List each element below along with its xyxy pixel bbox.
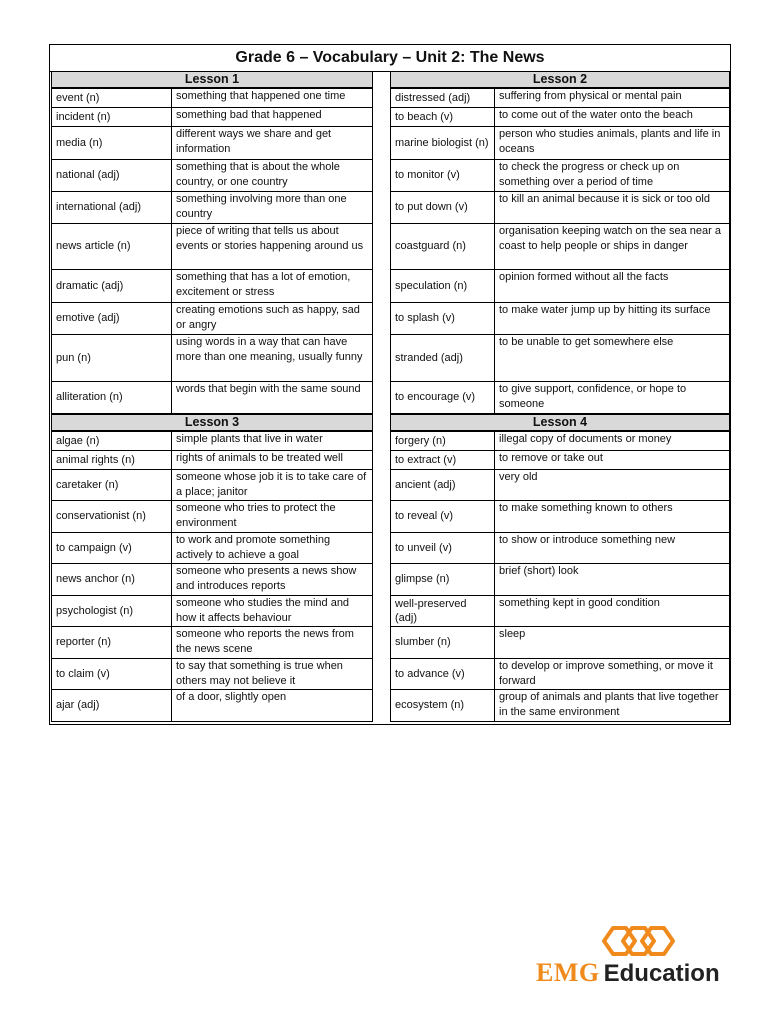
term-cell: dramatic (adj) — [52, 270, 172, 303]
term-cell: ajar (adj) — [52, 690, 172, 722]
definition-cell: to be unable to get somewhere else — [495, 335, 730, 382]
definition-cell: very old — [495, 470, 730, 501]
table-row — [391, 303, 730, 335]
table-row — [52, 659, 373, 690]
definition-cell: brief (short) look — [495, 564, 730, 596]
term-cell: news article (n) — [52, 224, 172, 270]
definition-cell: to check the progress or check up on something over a period of time — [495, 160, 730, 192]
table-row — [52, 501, 373, 533]
table-row — [391, 335, 730, 382]
table-row — [391, 470, 730, 501]
term-cell: distressed (adj) — [391, 89, 495, 108]
table-row — [391, 382, 730, 414]
term-cell: to reveal (v) — [391, 501, 495, 533]
table-row — [52, 627, 373, 659]
term-cell: national (adj) — [52, 160, 172, 192]
table-row — [52, 564, 373, 596]
definition-cell: simple plants that live in water — [172, 432, 373, 451]
table-row — [391, 533, 730, 564]
term-cell: to splash (v) — [391, 303, 495, 335]
definition-cell: creating emotions such as happy, sad or angry — [172, 303, 373, 335]
table-row — [391, 270, 730, 303]
table-row — [391, 627, 730, 659]
definition-cell: to work and promote something actively to achieve a goal — [172, 533, 373, 564]
table-row — [52, 335, 373, 382]
table-row — [52, 432, 373, 451]
lesson-3-section — [51, 414, 373, 722]
lesson-1-section — [51, 71, 373, 414]
definition-cell: suffering from physical or mental pain — [495, 89, 730, 108]
term-cell: media (n) — [52, 127, 172, 160]
term-cell: psychologist (n) — [52, 596, 172, 627]
term-cell: reporter (n) — [52, 627, 172, 659]
table-row — [391, 432, 730, 451]
lesson-2-section — [390, 71, 730, 414]
table-row — [52, 451, 373, 470]
term-cell: coastguard (n) — [391, 224, 495, 270]
definition-cell: group of animals and plants that live together in the same environment — [495, 690, 730, 722]
left-column — [51, 71, 373, 724]
definition-cell: opinion formed without all the facts — [495, 270, 730, 303]
definition-cell: someone who studies the mind and how it affects behaviour — [172, 596, 373, 627]
vocabulary-table — [390, 431, 730, 722]
table-row — [52, 127, 373, 160]
definition-cell: different ways we share and get information — [172, 127, 373, 160]
definition-cell: something kept in good condition — [495, 596, 730, 627]
term-cell: speculation (n) — [391, 270, 495, 303]
table-row — [391, 127, 730, 160]
definition-cell: something involving more than one country — [172, 192, 373, 224]
definition-cell: something that is about the whole country, or one country — [172, 160, 373, 192]
definition-cell: someone whose job it is to take care of a place; janitor — [172, 470, 373, 501]
table-row — [391, 451, 730, 470]
table-row — [391, 160, 730, 192]
table-row — [391, 501, 730, 533]
term-cell: pun (n) — [52, 335, 172, 382]
definition-cell: to give support, confidence, or hope to someone — [495, 382, 730, 414]
definition-cell: to say that something is true when others may not believe it — [172, 659, 373, 690]
definition-cell: to kill an animal because it is sick or too old — [495, 192, 730, 224]
vocabulary-table — [51, 88, 373, 414]
term-cell: slumber (n) — [391, 627, 495, 659]
lessons-grid — [50, 71, 730, 724]
brand-name — [536, 958, 720, 988]
vocabulary-table — [390, 88, 730, 414]
term-cell: animal rights (n) — [52, 451, 172, 470]
term-cell: to claim (v) — [52, 659, 172, 690]
term-cell: international (adj) — [52, 192, 172, 224]
definition-cell: rights of animals to be treated well — [172, 451, 373, 470]
definition-cell: to develop or improve something, or move it forward — [495, 659, 730, 690]
lesson-heading: Lesson 3 — [51, 414, 373, 431]
table-row — [52, 303, 373, 335]
definition-cell: something that happened one time — [172, 89, 373, 108]
table-row — [52, 224, 373, 270]
definition-cell: organisation keeping watch on the sea near a coast to help people or ships in danger — [495, 224, 730, 270]
table-row — [391, 690, 730, 722]
term-cell: to beach (v) — [391, 108, 495, 127]
term-cell: to unveil (v) — [391, 533, 495, 564]
term-cell: to extract (v) — [391, 451, 495, 470]
definition-cell: someone who presents a news show and introduces reports — [172, 564, 373, 596]
emg-education-logo — [536, 924, 736, 988]
table-row — [52, 470, 373, 501]
vocabulary-table — [51, 431, 373, 722]
table-row — [52, 108, 373, 127]
table-row — [52, 270, 373, 303]
brand-emg: EMG — [536, 958, 600, 987]
term-cell: to campaign (v) — [52, 533, 172, 564]
lesson-4-section — [390, 414, 730, 722]
definition-cell: to make something known to others — [495, 501, 730, 533]
definition-cell: sleep — [495, 627, 730, 659]
term-cell: to monitor (v) — [391, 160, 495, 192]
table-row — [52, 382, 373, 414]
definition-cell: illegal copy of documents or money — [495, 432, 730, 451]
term-cell: news anchor (n) — [52, 564, 172, 596]
table-row — [52, 690, 373, 722]
term-cell: incident (n) — [52, 108, 172, 127]
table-row — [391, 192, 730, 224]
definition-cell: words that begin with the same sound — [172, 382, 373, 414]
table-row — [391, 596, 730, 627]
table-row — [391, 89, 730, 108]
lesson-heading: Lesson 2 — [390, 71, 730, 88]
definition-cell: to remove or take out — [495, 451, 730, 470]
definition-cell: using words in a way that can have more than one meaning, usually funny — [172, 335, 373, 382]
definition-cell: piece of writing that tells us about events or stories happening around us — [172, 224, 373, 270]
term-cell: ecosystem (n) — [391, 690, 495, 722]
right-column — [390, 71, 730, 724]
term-cell: forgery (n) — [391, 432, 495, 451]
term-cell: conservationist (n) — [52, 501, 172, 533]
term-cell: to put down (v) — [391, 192, 495, 224]
table-row — [52, 89, 373, 108]
table-row — [52, 160, 373, 192]
term-cell: event (n) — [52, 89, 172, 108]
table-row — [52, 192, 373, 224]
definition-cell: to come out of the water onto the beach — [495, 108, 730, 127]
term-cell: emotive (adj) — [52, 303, 172, 335]
table-row — [52, 596, 373, 627]
definition-cell: to make water jump up by hitting its surface — [495, 303, 730, 335]
table-row — [391, 224, 730, 270]
table-row — [391, 659, 730, 690]
term-cell: stranded (adj) — [391, 335, 495, 382]
term-cell: well-preserved (adj) — [391, 596, 495, 627]
term-cell: caretaker (n) — [52, 470, 172, 501]
definition-cell: to show or introduce something new — [495, 533, 730, 564]
chain-link-icon — [600, 924, 676, 958]
term-cell: to encourage (v) — [391, 382, 495, 414]
term-cell: ancient (adj) — [391, 470, 495, 501]
definition-cell: someone who tries to protect the environment — [172, 501, 373, 533]
page-title: Grade 6 – Vocabulary – Unit 2: The News — [50, 45, 730, 72]
vocabulary-sheet — [49, 44, 731, 725]
definition-cell: of a door, slightly open — [172, 690, 373, 722]
term-cell: algae (n) — [52, 432, 172, 451]
lesson-heading: Lesson 1 — [51, 71, 373, 88]
term-cell: to advance (v) — [391, 659, 495, 690]
definition-cell: someone who reports the news from the news scene — [172, 627, 373, 659]
lesson-heading: Lesson 4 — [390, 414, 730, 431]
table-row — [391, 564, 730, 596]
term-cell: marine biologist (n) — [391, 127, 495, 160]
definition-cell: something bad that happened — [172, 108, 373, 127]
definition-cell: person who studies animals, plants and life in oceans — [495, 127, 730, 160]
table-row — [391, 108, 730, 127]
table-row — [52, 533, 373, 564]
term-cell: glimpse (n) — [391, 564, 495, 596]
term-cell: alliteration (n) — [52, 382, 172, 414]
definition-cell: something that has a lot of emotion, excitement or stress — [172, 270, 373, 303]
brand-education: Education — [603, 960, 720, 987]
